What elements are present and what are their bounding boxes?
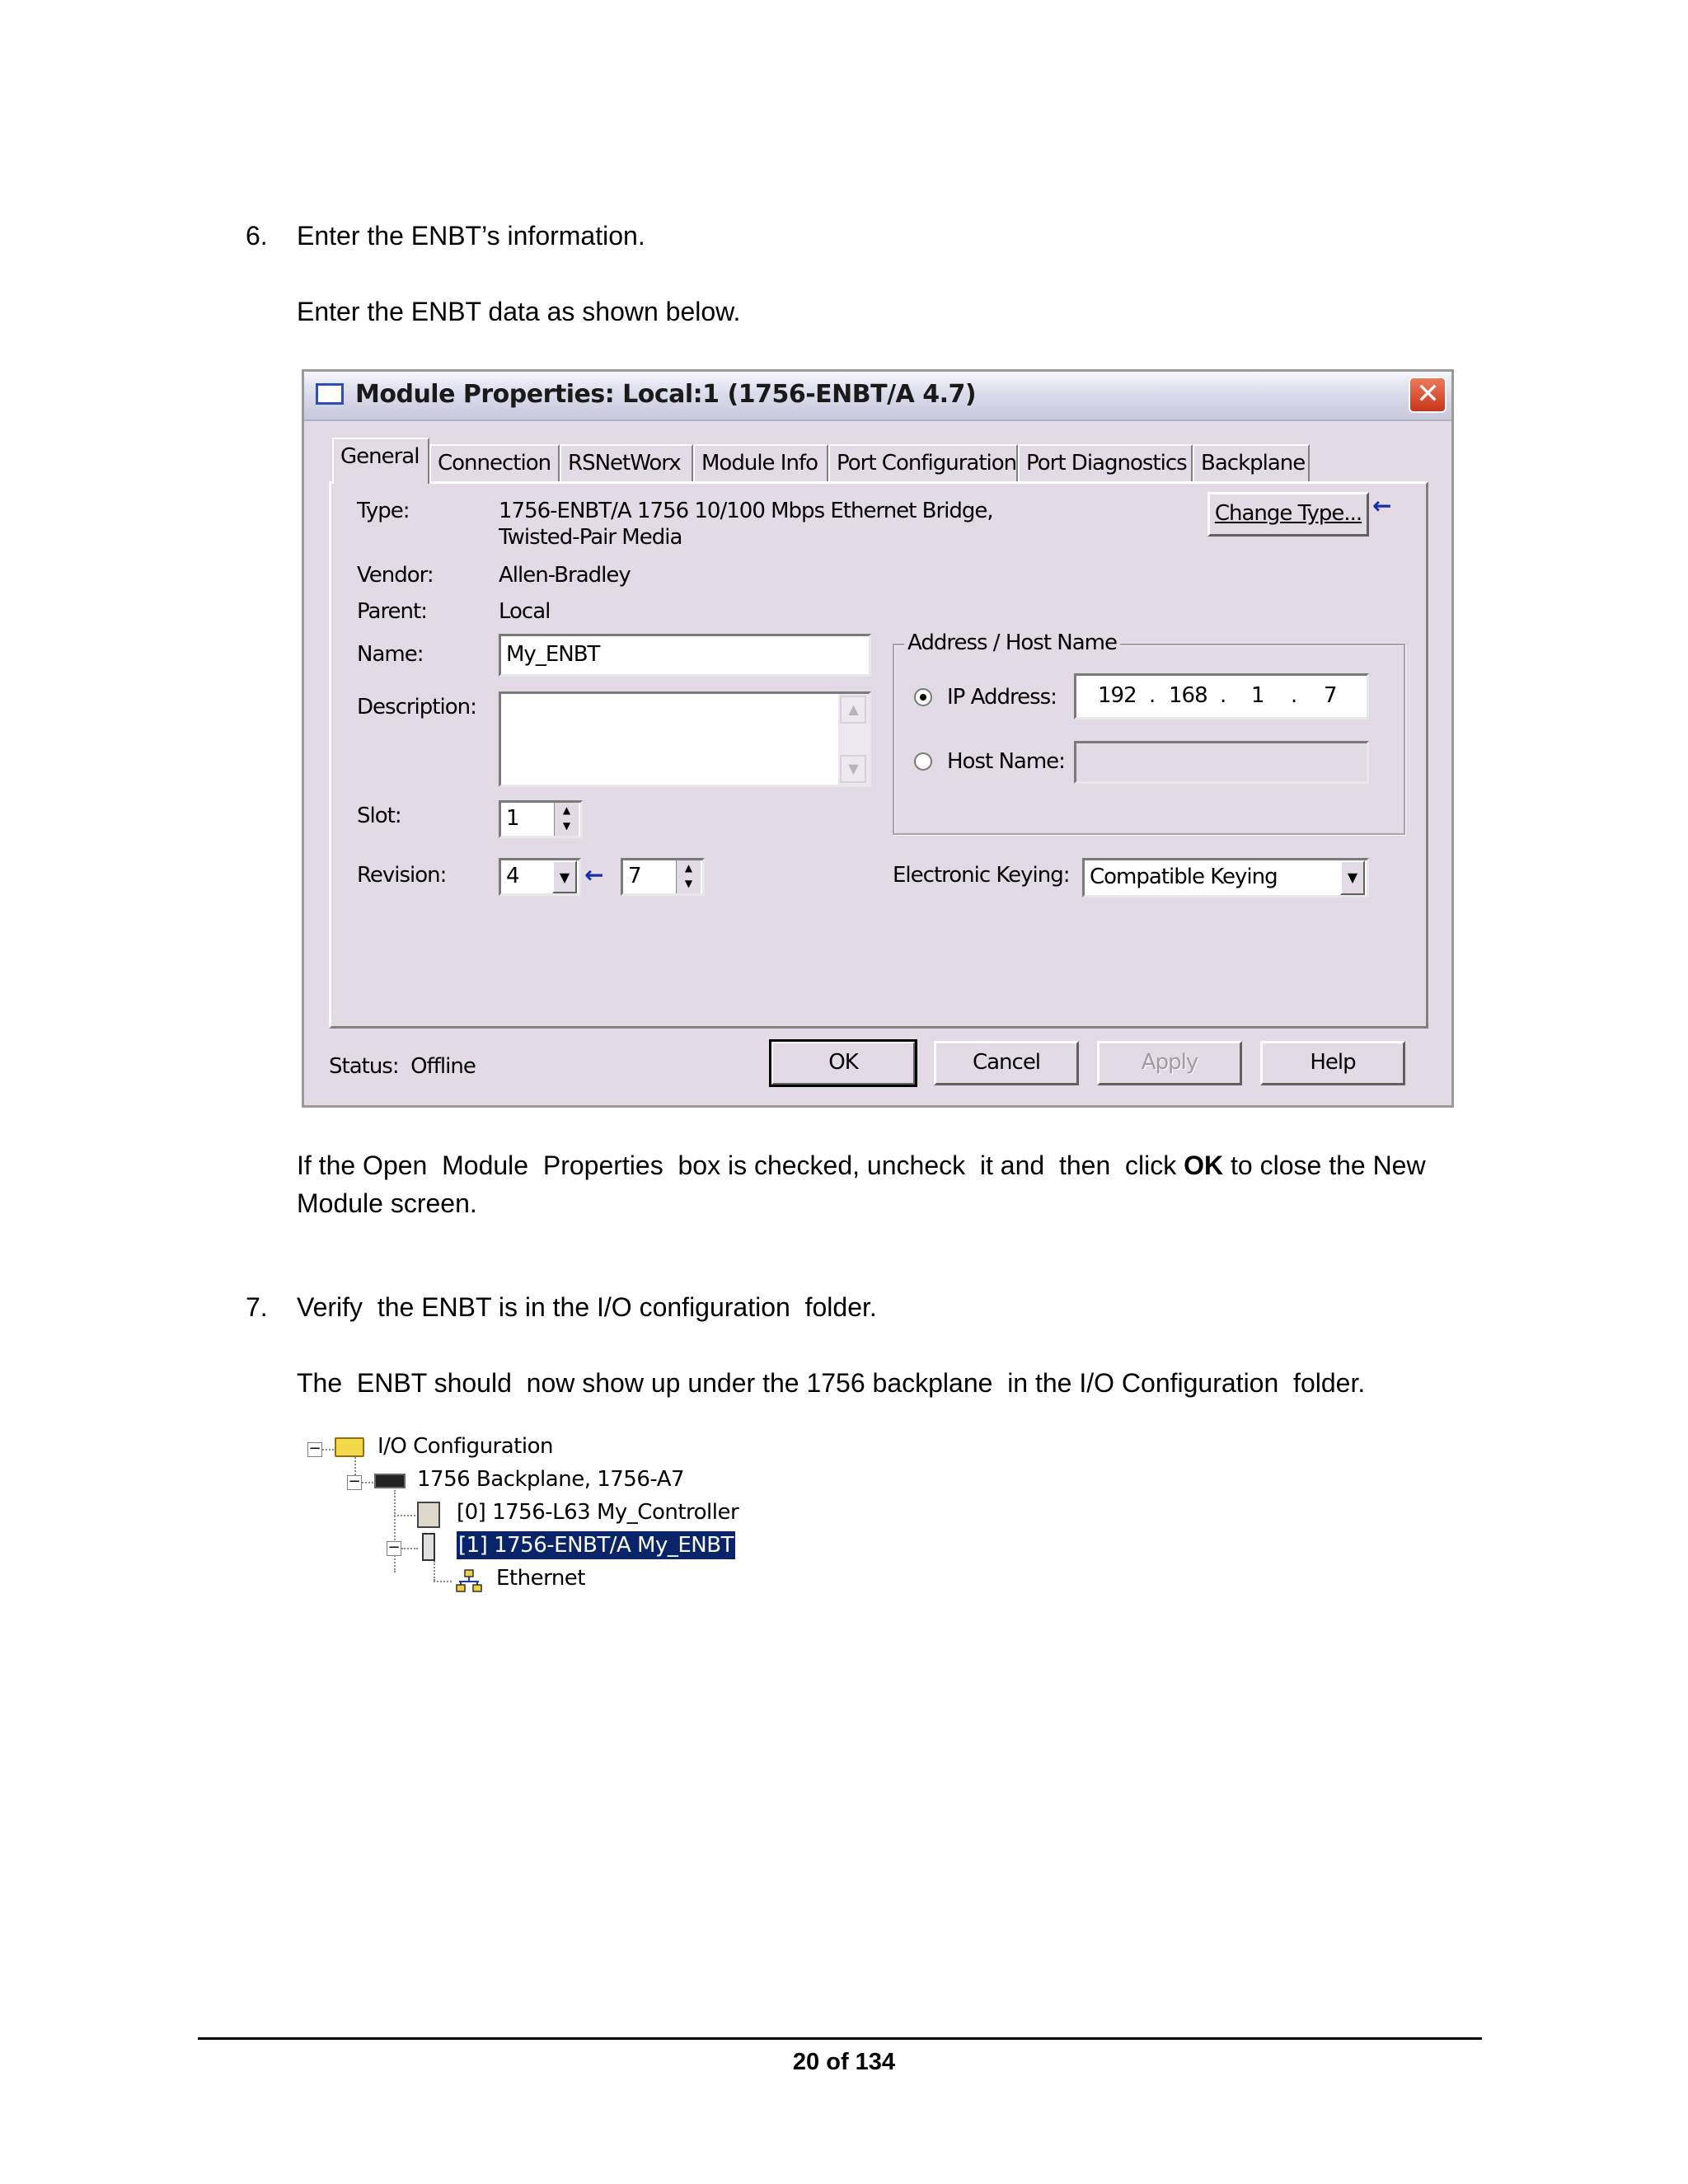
revision-minor-input[interactable]: 7 ▲ ▼ xyxy=(621,858,705,896)
collapse-icon[interactable]: − xyxy=(348,1473,361,1490)
revision-arrow-icon: ← xyxy=(584,861,604,888)
type-value-line1: 1756-ENBT/A 1756 10/100 Mbps Ethernet Bridge, xyxy=(499,499,993,523)
chevron-down-icon[interactable]: ▼ xyxy=(552,860,577,893)
description-label: Description: xyxy=(357,695,476,719)
note-ok: OK xyxy=(1184,1151,1224,1180)
step-6-body: Enter the ENBT data as shown below. xyxy=(297,297,741,326)
ip-address-input[interactable] xyxy=(1074,673,1369,719)
step-6-title: Enter the ENBT’s information. xyxy=(297,221,645,251)
ip-address-radio[interactable] xyxy=(914,688,932,706)
host-name-label: Host Name: xyxy=(947,749,1065,774)
change-type-button[interactable]: Change Type... xyxy=(1207,492,1369,537)
address-group-label: Address / Host Name xyxy=(904,629,1120,657)
folder-icon xyxy=(335,1437,364,1457)
collapse-icon[interactable]: − xyxy=(308,1440,321,1457)
ip-octet-4: 7 xyxy=(1324,683,1337,708)
electronic-keying-label: Electronic Keying: xyxy=(893,863,1070,888)
window-icon xyxy=(316,383,344,405)
vendor-label: Vendor: xyxy=(357,563,434,588)
tab-port-configuration[interactable]: Port Configuration xyxy=(828,444,1018,482)
spin-up-icon[interactable]: ▲ xyxy=(562,804,571,816)
spin-up-icon[interactable]: ▲ xyxy=(684,862,693,874)
page-number: 20 of 134 xyxy=(792,2049,896,2075)
module-properties-dialog xyxy=(302,369,1454,1108)
vendor-value: Allen-Bradley xyxy=(499,563,631,588)
note-line-2: Module screen. xyxy=(297,1188,477,1218)
host-name-input[interactable] xyxy=(1074,741,1369,784)
tree-item-backplane[interactable]: 1756 Backplane, 1756-A7 xyxy=(417,1467,685,1492)
tree-item-ethernet[interactable]: Ethernet xyxy=(496,1566,585,1591)
ip-dot: . xyxy=(1291,683,1297,708)
revision-major-select[interactable]: 4 ▼ xyxy=(499,858,581,896)
arrow-indicator-icon: ← xyxy=(1372,492,1392,519)
ip-dot: . xyxy=(1149,683,1156,708)
tree-item-enbt-selected[interactable]: [1] 1756-ENBT/A My_ENBT xyxy=(458,1533,734,1558)
type-value-line2: Twisted-Pair Media xyxy=(499,525,682,550)
footer-rule xyxy=(198,2037,1482,2040)
description-input[interactable] xyxy=(499,691,871,787)
description-scrollbar[interactable] xyxy=(838,694,869,785)
address-group xyxy=(893,644,1405,835)
name-label: Name: xyxy=(357,642,424,667)
tab-connection[interactable]: Connection xyxy=(429,444,560,482)
cancel-button[interactable]: Cancel xyxy=(934,1041,1079,1085)
type-label: Type: xyxy=(357,499,410,523)
module-icon xyxy=(422,1533,435,1561)
network-icon xyxy=(455,1569,483,1594)
host-name-radio[interactable] xyxy=(914,752,932,771)
help-button[interactable]: Help xyxy=(1260,1041,1405,1085)
tree-item-io-configuration[interactable]: I/O Configuration xyxy=(377,1434,553,1459)
ip-dot: . xyxy=(1220,683,1226,708)
step-6-number: 6. xyxy=(246,221,268,251)
electronic-keying-select[interactable]: Compatible Keying ▼ xyxy=(1082,858,1369,898)
backplane-icon xyxy=(374,1474,406,1488)
scroll-up-icon[interactable]: ▲ xyxy=(840,696,866,724)
close-button[interactable] xyxy=(1409,377,1447,413)
tab-port-diagnostics[interactable]: Port Diagnostics xyxy=(1018,444,1193,482)
ip-octet-1: 192 xyxy=(1098,683,1137,708)
slot-label: Slot: xyxy=(357,804,401,828)
tab-general[interactable]: General xyxy=(332,438,429,484)
tree-item-controller[interactable]: [0] 1756-L63 My_Controller xyxy=(457,1500,739,1525)
parent-label: Parent: xyxy=(357,599,427,624)
dialog-titlebar[interactable] xyxy=(304,372,1451,421)
scroll-down-icon[interactable]: ▼ xyxy=(840,755,866,783)
spin-down-icon[interactable]: ▼ xyxy=(684,878,693,889)
close-icon: ✕ xyxy=(1416,377,1439,410)
slot-spinner[interactable] xyxy=(554,803,579,836)
dialog-title: Module Properties: Local:1 (1756-ENBT/A 4.7) xyxy=(355,380,977,409)
spin-down-icon[interactable]: ▼ xyxy=(562,820,571,832)
collapse-icon[interactable]: − xyxy=(387,1539,401,1556)
slot-input[interactable]: 1 ▲ ▼ xyxy=(499,800,583,838)
ip-octet-2: 168 xyxy=(1169,683,1207,708)
tab-module-info[interactable]: Module Info xyxy=(693,444,828,482)
apply-button[interactable]: Apply xyxy=(1097,1041,1242,1085)
status-value: Offline xyxy=(410,1054,476,1079)
chevron-down-icon[interactable]: ▼ xyxy=(1340,860,1365,895)
name-input[interactable]: My_ENBT xyxy=(499,634,871,677)
note-line-1: If the Open Module Properties box is checked, uncheck it and then click OK to close the New xyxy=(297,1151,1426,1180)
revision-minor-spinner[interactable] xyxy=(676,860,701,893)
ip-address-label: IP Address: xyxy=(947,685,1057,710)
status-label: Status: Offline xyxy=(329,1054,476,1079)
step-7-body: The ENBT should now show up under the 1756 backplane in the I/O Configuration folder. xyxy=(297,1368,1366,1398)
ok-button[interactable]: OK xyxy=(771,1041,916,1085)
step-7-number: 7. xyxy=(246,1292,268,1322)
controller-icon xyxy=(417,1502,440,1528)
parent-value: Local xyxy=(499,599,551,624)
ip-octet-3: 1 xyxy=(1251,683,1264,708)
tab-rsnetworx[interactable]: RSNetWorx xyxy=(560,444,693,482)
tab-backplane[interactable]: Backplane xyxy=(1193,444,1310,482)
revision-label: Revision: xyxy=(357,863,447,888)
io-tree xyxy=(297,1429,758,1610)
step-7-title: Verify the ENBT is in the I/O configuration folder. xyxy=(297,1292,877,1322)
